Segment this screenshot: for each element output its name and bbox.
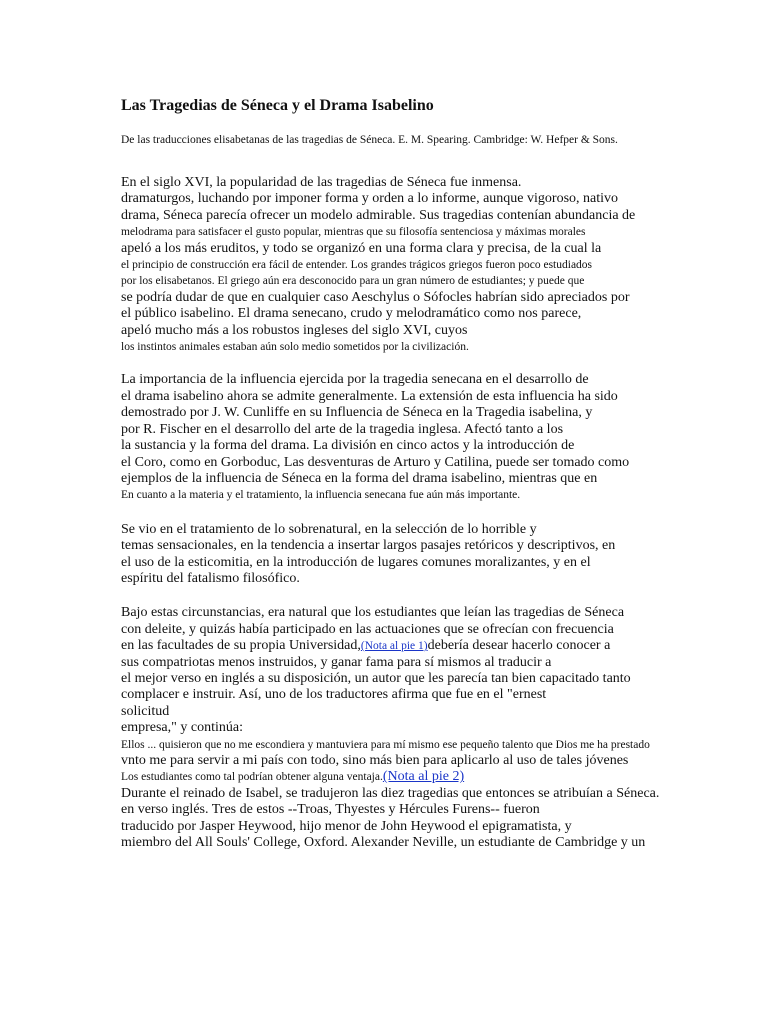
text-line: con deleite, y quizás había participado en las actuaciones que se ofrecían con frecuencia <box>121 621 614 637</box>
text-line: ejemplos de la influencia de Séneca en la forma del drama isabelino, mientras que en <box>121 470 598 486</box>
text-line: en verso inglés. Tres de estos --Troas, Thyestes y Hércules Furens-- fueron <box>121 802 540 818</box>
text-line: espíritu del fatalismo filosófico. <box>121 570 300 586</box>
text-line: el drama isabelino ahora se admite generalmente. La extensión de esta influencia ha sido <box>121 388 618 404</box>
text-line: traducido por Jasper Heywood, hijo menor de John Heywood el epigramatista, y <box>121 818 572 834</box>
document-title: Las Tragedias de Séneca y el Drama Isabelino <box>121 97 434 114</box>
text-segment: en las facultades de su propia Universidad, <box>121 638 361 654</box>
text-line: el mejor verso en inglés a su disposición, un autor que les parecía tan bien capacitado tanto <box>121 670 631 686</box>
paragraph-3 <box>121 522 681 588</box>
paragraph-4 <box>121 605 681 851</box>
text-line: Bajo estas circunstancias, era natural que los estudiantes que leían las tragedias de Séneca <box>121 605 625 621</box>
text-line: el principio de construcción era fácil de entender. Los grandes trágicos griegos fueron poco estudiados <box>121 259 593 272</box>
text-line: apeló a los más eruditos, y todo se organizó en una forma clara y precisa, de la cual la <box>121 240 602 256</box>
text-line: empresa," y continúa: <box>121 720 243 736</box>
footnote-2-link[interactable]: (Nota al pie 2) <box>382 769 465 785</box>
text-line: sus compatriotas menos instruidos, y ganar fama para sí mismos al traducir a <box>121 654 552 670</box>
quote-line: Ellos ... quisieron que no me escondiera y mantuviera para mí mismo ese pequeño talento que Dios me ha prestado <box>121 738 650 751</box>
text-line <box>121 769 681 785</box>
text-line: En el siglo XVI, la popularidad de las tragedias de Séneca fue inmensa. <box>121 175 522 190</box>
text-line: la sustancia y la forma del drama. La división en cinco actos y la introducción de <box>121 438 575 454</box>
text-line: demostrado por J. W. Cunliffe en su Influencia de Séneca en la Tragedia isabelina, y <box>121 405 593 421</box>
text-line: Durante el reinado de Isabel, se tradujeron las diez tragedias que entonces se atribuían a Séneca. <box>121 785 660 801</box>
text-line: el público isabelino. El drama senecano, crudo y melodramático como nos parece, <box>121 306 582 322</box>
text-line: En cuanto a la materia y el tratamiento, la influencia senecana fue aún más importante. <box>121 489 521 502</box>
quote-line: vnto me para servir a mi país con todo, sino más bien para aplicarlo al uso de tales jóvenes <box>121 753 629 768</box>
text-line: apeló mucho más a los robustos ingleses del siglo XVI, cuyos <box>121 322 468 338</box>
text-line: Se vio en el tratamiento de lo sobrenatural, en la selección de lo horrible y <box>121 521 537 537</box>
document-page <box>121 96 681 851</box>
paragraph-2 <box>121 372 681 503</box>
text-line <box>121 638 681 654</box>
text-line: melodrama para satisfacer el gusto popular, mientras que su filosofía sentenciosa y máximas morales <box>121 226 586 239</box>
text-line: el uso de la esticomitia, en la introducción de lugares comunes moralizantes, y en el <box>121 554 591 570</box>
text-line: dramaturgos, luchando por imponer forma y orden a lo informe, aunque vigoroso, nativo <box>121 191 619 207</box>
document-subtitle: De las traducciones elisabetanas de las tragedias de Séneca. E. M. Spearing. Cambridge: W. Hefper & Sons. <box>121 134 618 146</box>
text-line: se podría dudar de que en cualquier caso Aeschylus o Sófocles habrían sido apreciados por <box>121 289 630 305</box>
text-line: por R. Fischer en el desarrollo del arte de la tragedia inglesa. Afectó tanto a los <box>121 421 564 437</box>
text-line: solicitud <box>121 703 170 719</box>
text-line: temas sensacionales, en la tendencia a insertar largos pasajes retóricos y descriptivos, en <box>121 538 616 554</box>
text-segment: debería desear hacerlo conocer a <box>427 638 611 654</box>
text-line: La importancia de la influencia ejercida por la tragedia senecana en el desarrollo de <box>121 372 589 388</box>
footnote-1-link[interactable]: (Nota al pie 1) <box>360 640 428 653</box>
text-line: el Coro, como en Gorboduc, Las desventuras de Arturo y Catilina, puede ser tomado como <box>121 454 630 470</box>
text-line: miembro del All Souls' College, Oxford. Alexander Neville, un estudiante de Cambridge y un <box>121 835 646 851</box>
text-line: complacer e instruir. Así, uno de los traductores afirma que fue en el "ernest <box>121 687 547 703</box>
text-line: drama, Séneca parecía ofrecer un modelo admirable. Sus tragedias contenían abundancia de <box>121 207 636 223</box>
text-line: los instintos animales estaban aún solo medio sometidos por la civilización. <box>121 341 469 354</box>
text-segment: Los estudiantes como tal podrían obtener alguna ventaja. <box>121 771 383 784</box>
text-line: por los elisabetanos. El griego aún era desconocido para un gran número de estudiantes; y puede que <box>121 275 585 288</box>
paragraph-1 <box>121 175 681 355</box>
